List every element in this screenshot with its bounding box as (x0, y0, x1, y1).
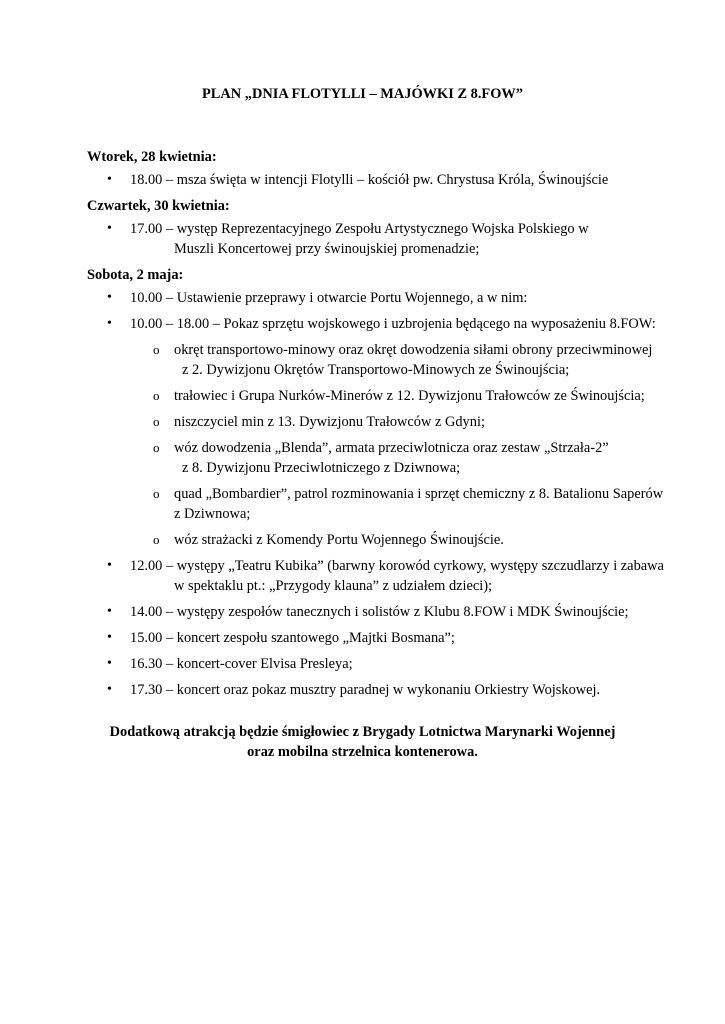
circle-bullet-icon: o (153, 342, 160, 357)
schedule-item: • 17.30 – koncert oraz pokaz musztry paradnej w wykonaniu Orkiestry Wojskowej. (107, 682, 601, 698)
schedule (87, 147, 687, 706)
equipment-item: o trałowiec i Grupa Nurków-Minerów z 12. Dywizjonu Trałowców ze Świnoujścia; (153, 388, 645, 404)
bullet-icon: • (107, 290, 112, 305)
bullet-icon: • (107, 604, 112, 619)
circle-bullet-icon: o (153, 486, 160, 501)
schedule-item: • 17.00 – występ Reprezentacyjnego Zespołu Artystycznego Wojska Polskiego w Muszli Koncertowej przy świnoujskiej promenadzie; (107, 221, 589, 257)
schedule-item: • 16.30 – koncert-cover Elvisa Presleya; (107, 656, 353, 672)
circle-bullet-icon: o (153, 440, 160, 455)
schedule-item: • 14.00 – występy zespołów tanecznych i solistów z Klubu 8.FOW i MDK Świnoujście; (107, 604, 629, 620)
circle-bullet-icon: o (153, 414, 160, 429)
schedule-item: • 10.00 – Ustawienie przeprawy i otwarcie Portu Wojennego, a w nim: (107, 290, 528, 306)
schedule-item: • 18.00 – msza święta w intencji Flotylli – kościół pw. Chrystusa Króla, Świnoujście (107, 172, 609, 188)
bullet-icon: • (107, 656, 112, 671)
equipment-item: o okręt transportowo-minowy oraz okręt dowodzenia siłami obrony przeciwminowej z 2. Dywizjonu Okrętów Transportowo-Minowych ze Świnoujścia; (153, 342, 653, 378)
schedule-item: • 12.00 – występy „Teatru Kubika” (barwny korowód cyrkowy, występy szczudlarzy i zabawa w spektaklu pt.: „Przygody klauna” z udziałem dzieci); (107, 558, 664, 594)
bullet-icon: • (107, 682, 112, 697)
day-items (87, 288, 687, 700)
bullet-icon: • (107, 172, 112, 187)
equipment-list (130, 340, 687, 550)
schedule-item: • 15.00 – koncert zespołu szantowego „Majtki Bosmana”; (107, 630, 455, 646)
circle-bullet-icon: o (153, 388, 160, 403)
equipment-item: o wóz strażacki z Komendy Portu Wojennego Świnoujście. (153, 532, 504, 548)
equipment-item: o wóz dowodzenia „Blenda”, armata przeciwlotnicza oraz zestaw „Strzała-2” z 8. Dywizjonu Przeciwlotniczego z Dziwnowa; (153, 440, 609, 476)
bullet-icon: • (107, 558, 112, 573)
day-heading: Sobota, 2 maja: (87, 267, 184, 283)
day-items (87, 219, 687, 259)
day-items (87, 170, 687, 190)
footer-note: Dodatkową atrakcją będzie śmigłowiec z Brygady Lotnictwa Marynarki Wojennej oraz mobilna strzelnica kontenerowa. (109, 724, 616, 760)
bullet-icon: • (107, 630, 112, 645)
bullet-icon: • (107, 316, 112, 331)
equipment-item: o niszczyciel min z 13. Dywizjonu Trałowców z Gdyni; (153, 414, 485, 430)
equipment-item: o quad „Bombardier”, patrol rozminowania i sprzęt chemiczny z 8. Batalionu Saperów z Dziwnowa; (153, 486, 664, 522)
schedule-item: • 10.00 – 18.00 – Pokaz sprzętu wojskowego i uzbrojenia będącego na wyposażeniu 8.FOW: o okręt transportowo-minowy oraz okręt dowodzenia siłami obrony przeciwminowej z 2. Dywizjonu Okrętów Transportowo-Minowych ze Świnoujścia; o trałowiec i Grupa Nurków-Minerów z 12. Dywizjonu Trałowców ze Świnoujścia; o niszczyciel min z 13. Dywizjonu Trałowców z Gdyni; o wóz dowodzenia „Blenda”, armata przeciwlotnicza oraz zestaw „Strzała-2” z 8. Dywizjonu Przeciwlotniczego z Dziwnowa; o quad „Bombardier”, patrol rozminowania i sprzęt chemiczny z 8. Batalionu Saperów z Dziwnowa; o wóz strażacki z Komendy Portu Wojennego Świnoujście. (87, 314, 687, 550)
circle-bullet-icon: o (153, 532, 160, 547)
day-heading: Wtorek, 28 kwietnia: (87, 149, 217, 165)
bullet-icon: • (107, 221, 112, 236)
day-heading: Czwartek, 30 kwietnia: (87, 198, 230, 214)
page-title: PLAN „DNIA FLOTYLLI – MAJÓWKI Z 8.FOW” (201, 86, 523, 102)
